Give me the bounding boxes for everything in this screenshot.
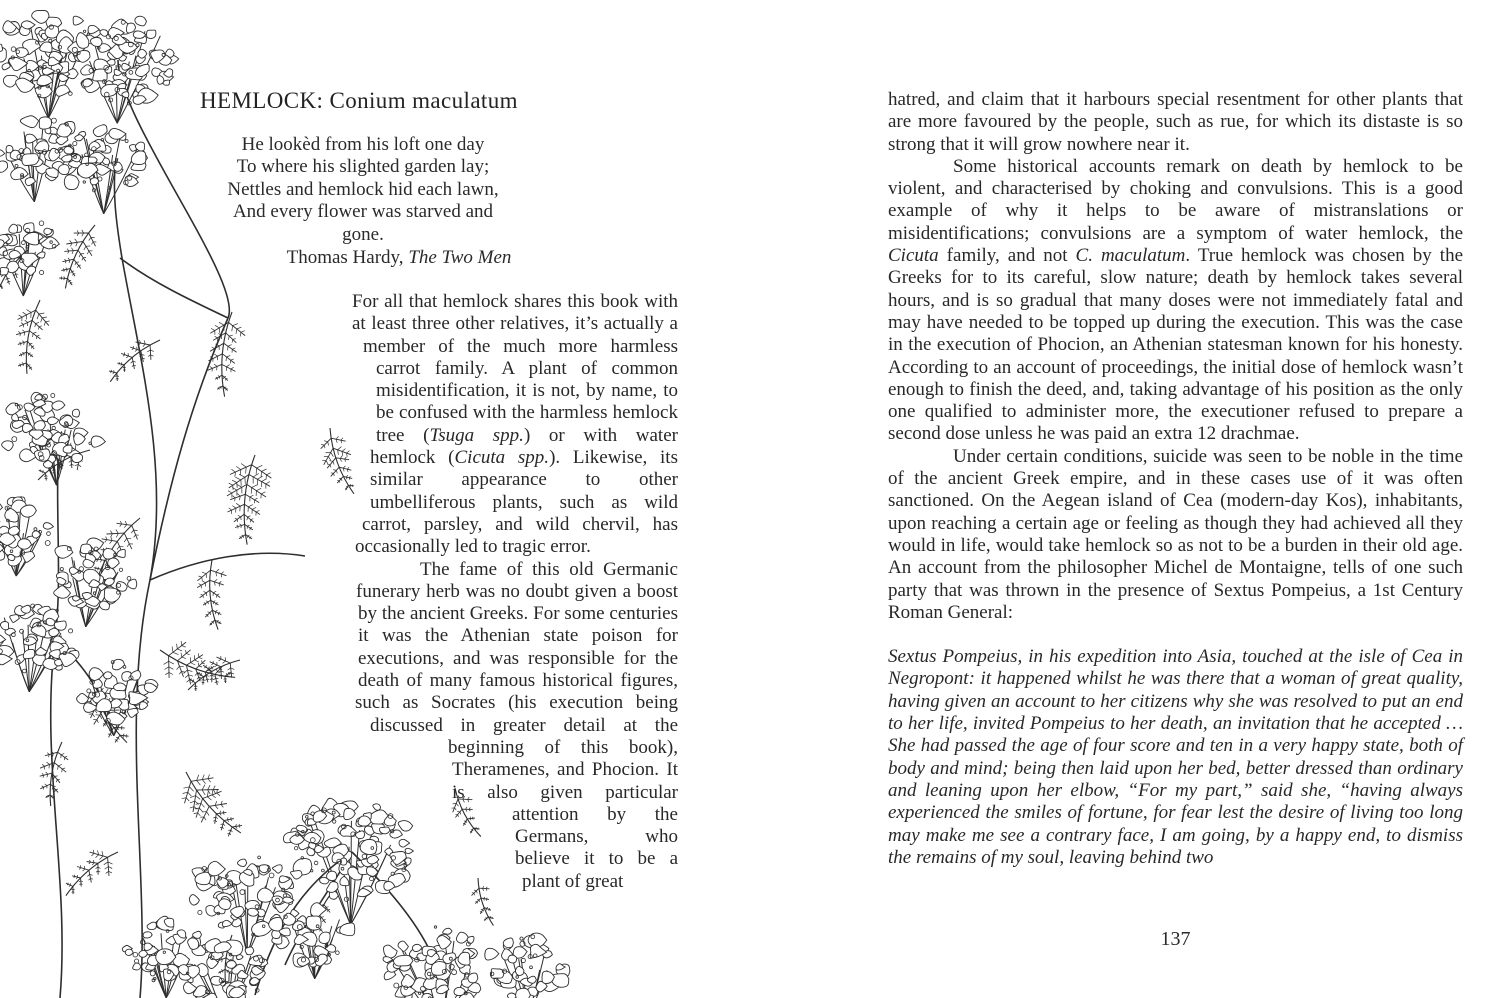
- body-paragraph: Some historical accounts remark on death by hemlock to be violent, and characterised by choking and convulsions. This is a good example of why it helps to be aware of mistranslations or misidentifications; convulsions are a symptom of water hemlock, the Cicuta family, and not C. maculatum. True hemlock was chosen by the Greeks for to its careful, slow nature; death by hemlock takes several hours, and is so gradual that many doses were not immediately fatal and may have needed to be topped up during the execution. This was the case in the execution of Phocion, an Athenian statesman known for his honesty. According to an account of proceedings, the initial dose of hemlock wasn’t enough to finish the deed, and, taking advantage of his position as the only one qualified to administer more, the executioner refused to prepare a second dose unless he was paid an extra 12 drachmae.: [888, 155, 1463, 445]
- poem-quote: [216, 134, 510, 246]
- page-title: HEMLOCK: Conium maculatum: [200, 88, 518, 113]
- body-paragraph: Under certain conditions, suicide was seen to be noble in the time of the ancient Greek empire, and in these cases use of it was often sanctioned. On the Aegean island of Cea (modern-day Kos), inhabitants, upon reaching a certain age or feeling as though they had achieved all they would in life, would take hemlock so as not to be a burden in their old age. An account from the philosopher Michel de Montaigne, tells of one such party that was thrown in the presence of Sextus Pompeius, a 1st Century Roman General:: [888, 445, 1463, 623]
- right-page-body: [888, 89, 1463, 869]
- left-page-body: [200, 291, 678, 911]
- poem-attribution: Thomas Hardy, The Two Men: [286, 247, 512, 268]
- poem-line: Nettles and hemlock hid each lawn,: [227, 178, 499, 200]
- poem-line: To where his slighted garden lay;: [236, 156, 490, 178]
- body-paragraph: hatred, and claim that it harbours special resentment for other plants that are more favoured by the people, such as rue, for which its distaste is so strong that it will grow nowhere near it.: [888, 89, 1463, 155]
- page-number: 137: [1160, 928, 1191, 950]
- poem-line: And every flower was starved and gone.: [232, 201, 494, 245]
- body-paragraph: The fame of this old Germanic funerary herb was no doubt given a boost by the ancient Greeks. For some centuries it was the Athenian state poison for executions, and was responsible for the death of many famous historical figures, such as Socrates (his execution being discussed in greater detail at the beginning of this book), Theramenes, and Phocion. It is also given particular attention by the Germans, who believe it to be a plant of great: [355, 558, 678, 892]
- block-quote: Sextus Pompeius, in his expedition into Asia, touched at the isle of Cea in Negropont: it happened whilst he was there that a woman of great quality, having given an account to her citizens why she was resolved to put an end to her life, invited Pompeius to her death, an invitation that he accepted … She had passed the age of four score and ten in a very happy state, both of body and mind; being then laid upon her bed, better dressed than ordinary and leaning upon her elbow, “For my part,” said she, “having always experienced the smiles of fortune, for fear lest the desire of living too long may make me see a contrary face, I am going, by a happy end, to dismiss the remains of my soul, leaving behind two: [888, 646, 1463, 868]
- body-paragraph: For all that hemlock shares this book with at least three other relatives, it’s actually a member of the much more harmless carrot family. A plant of common misidentification, it is not, by name, to be confused with the harmless hemlock tree (Tsuga spp.) or with water hemlock (Cicuta spp.). Likewise, its similar appearance to other umbelliferous plants, such as wild carrot, parsley, and wild chervil, has occasionally led to tragic error.: [352, 291, 678, 558]
- poem-line: He lookèd from his loft one day: [241, 134, 485, 155]
